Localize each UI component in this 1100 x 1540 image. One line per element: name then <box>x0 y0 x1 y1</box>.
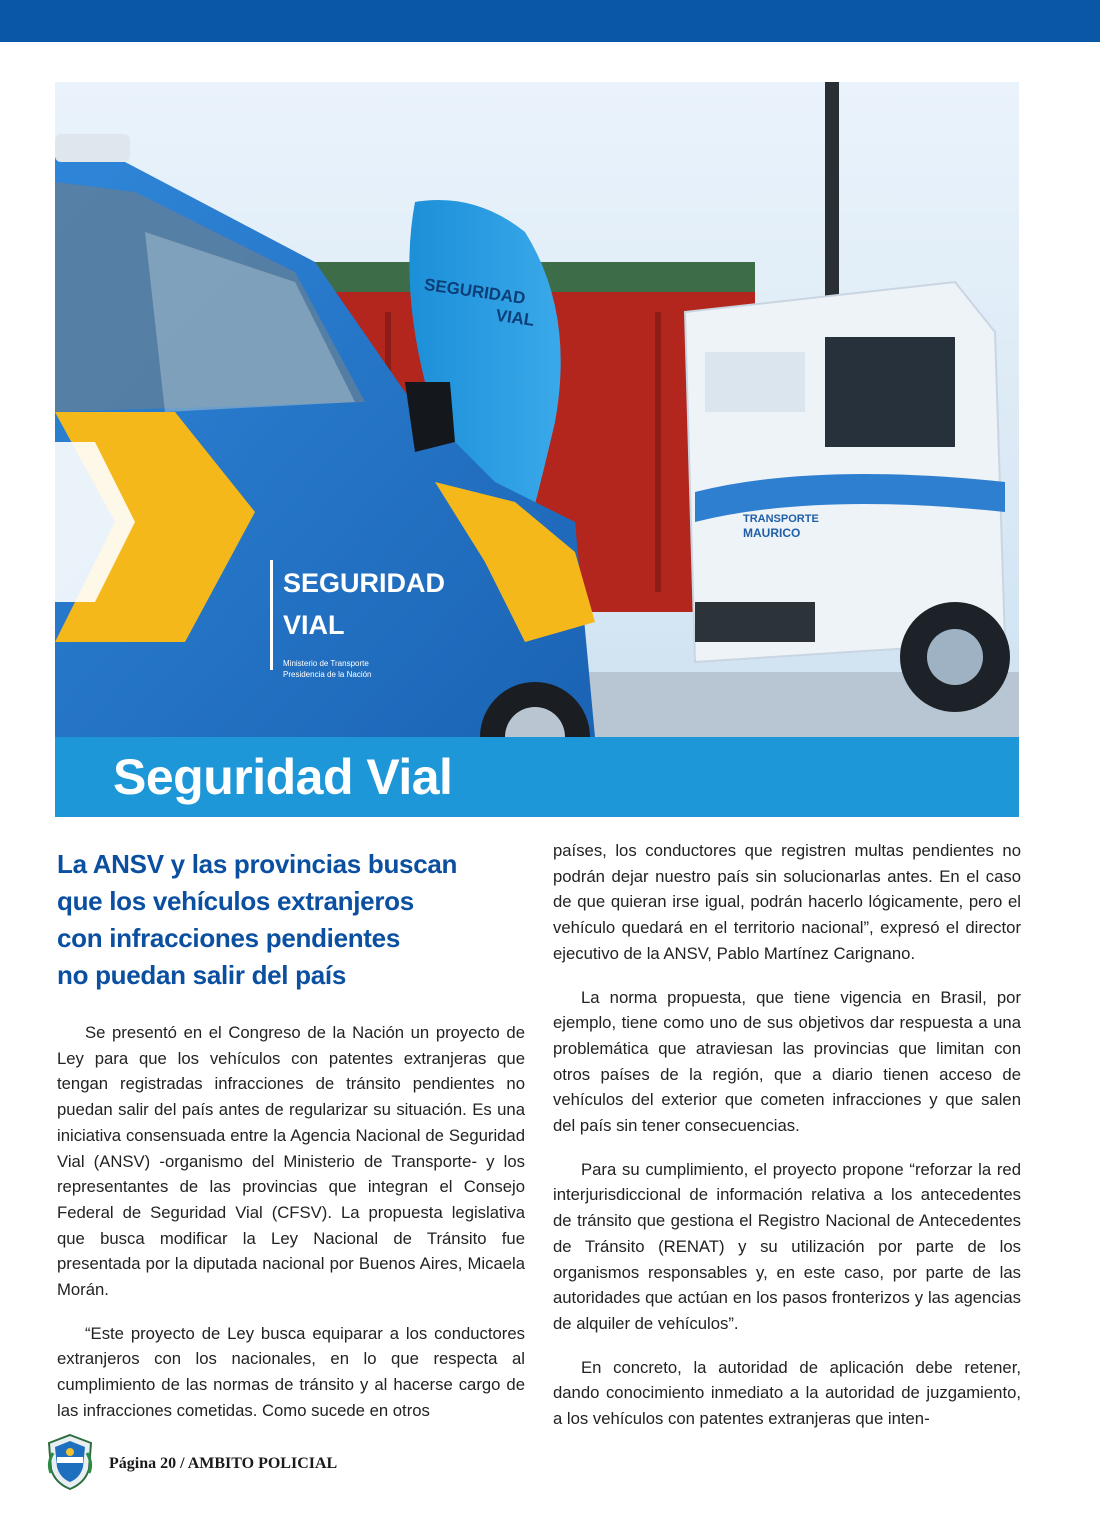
section-title: Seguridad Vial <box>113 749 453 805</box>
footer-caption <box>109 1455 337 1473</box>
hero-photo <box>55 82 1019 737</box>
article-paragraph: La norma propuesta, que tiene vigencia en Brasil, por ejemplo, tiene como uno de sus objetivos dar respuesta a una problemática que atraviesan las provincias que limitan con otros países de la región, que a diario tienen acceso de vehículos del exterior que cometen infracciones y que salen del país sin tener consecuencias. <box>553 987 1021 1136</box>
page-number: Página 20 <box>109 1455 177 1472</box>
van-ministry-line2: Presidencia de la Nación <box>283 670 372 679</box>
truck-text-line1: TRANSPORTE <box>743 513 819 525</box>
headline-line: no puedan salir del país <box>57 960 346 990</box>
publication-name: AMBITO POLICIAL <box>187 1455 338 1472</box>
flag-text-line2: VIAL <box>494 305 536 330</box>
footer-separator: / <box>176 1455 188 1472</box>
van-text-line2: VIAL <box>283 610 345 640</box>
van-text-line1: SEGURIDAD <box>283 568 446 598</box>
article-paragraph: Para su cumplimiento, el proyecto propone “reforzar la red interjurisdiccional de información relativa a los antecedentes de tránsito que gestiona el Registro Nacional de Antecedentes de Tránsito (RENAT) y su utilización por parte de los organismos responsables y, en este caso, por parte de las autoridades que actúan en los pasos fronterizos y las agencias de alquiler de vehículos”. <box>553 1159 1021 1333</box>
article-headline <box>57 846 525 994</box>
article-paragraph: países, los conductores que registren multas pendientes no podrán dejar nuestro país sin solucionarlas antes. En el caso de que quieran irse igual, podrán hacerlo lógicamente, pero el vehículo quedará en el territorio nacional”, expresó el director ejecutivo de la ANSV, Pablo Martínez Carignano. <box>553 841 1021 963</box>
headline-line: que los vehículos extranjeros <box>57 886 414 916</box>
flag-text-line1: SEGURIDAD <box>422 274 527 308</box>
police-crest-icon <box>45 1433 95 1491</box>
headline-line: La ANSV y las provincias buscan <box>57 849 458 879</box>
truck-text-line2: MAURICO <box>743 526 801 540</box>
article-left-column <box>57 838 525 1442</box>
headline-line: con infracciones pendientes <box>57 923 400 953</box>
top-color-band <box>0 0 1100 42</box>
article-paragraph: “Este proyecto de Ley busca equiparar a los conductores extranjeros con los nacionales, en lo que respecta al cumplimiento de las normas de tránsito y al hacerse cargo de las infracciones cometidas. Como sucede en otros <box>57 1323 525 1420</box>
section-title-band <box>55 737 1019 817</box>
article-right-column <box>553 838 1021 1450</box>
article-paragraph: En concreto, la autoridad de aplicación debe retener, dando conocimiento inmediato a la autoridad de juzgamiento, a los vehículos con patentes extranjeras que inten- <box>553 1357 1021 1429</box>
van-ministry-line1: Ministerio de Transporte <box>283 659 369 668</box>
article-paragraph: Se presentó en el Congreso de la Nación un proyecto de Ley para que los vehículos con patentes extranjeras que tengan registradas infracciones de tránsito pendientes no puedan salir del país antes de regularizar su situación. Es una iniciativa consensuada entre la Agencia Nacional de Seguridad Vial (ANSV) -organismo del Ministerio de Transporte- y los representantes de las provincias que integran el Consejo Federal de Seguridad Vial (CFSV). La propuesta legislativa que busca modificar la Ley Nacional de Tránsito fue presentada por la diputada nacional por Buenos Aires, Micaela Morán. <box>57 1023 525 1300</box>
